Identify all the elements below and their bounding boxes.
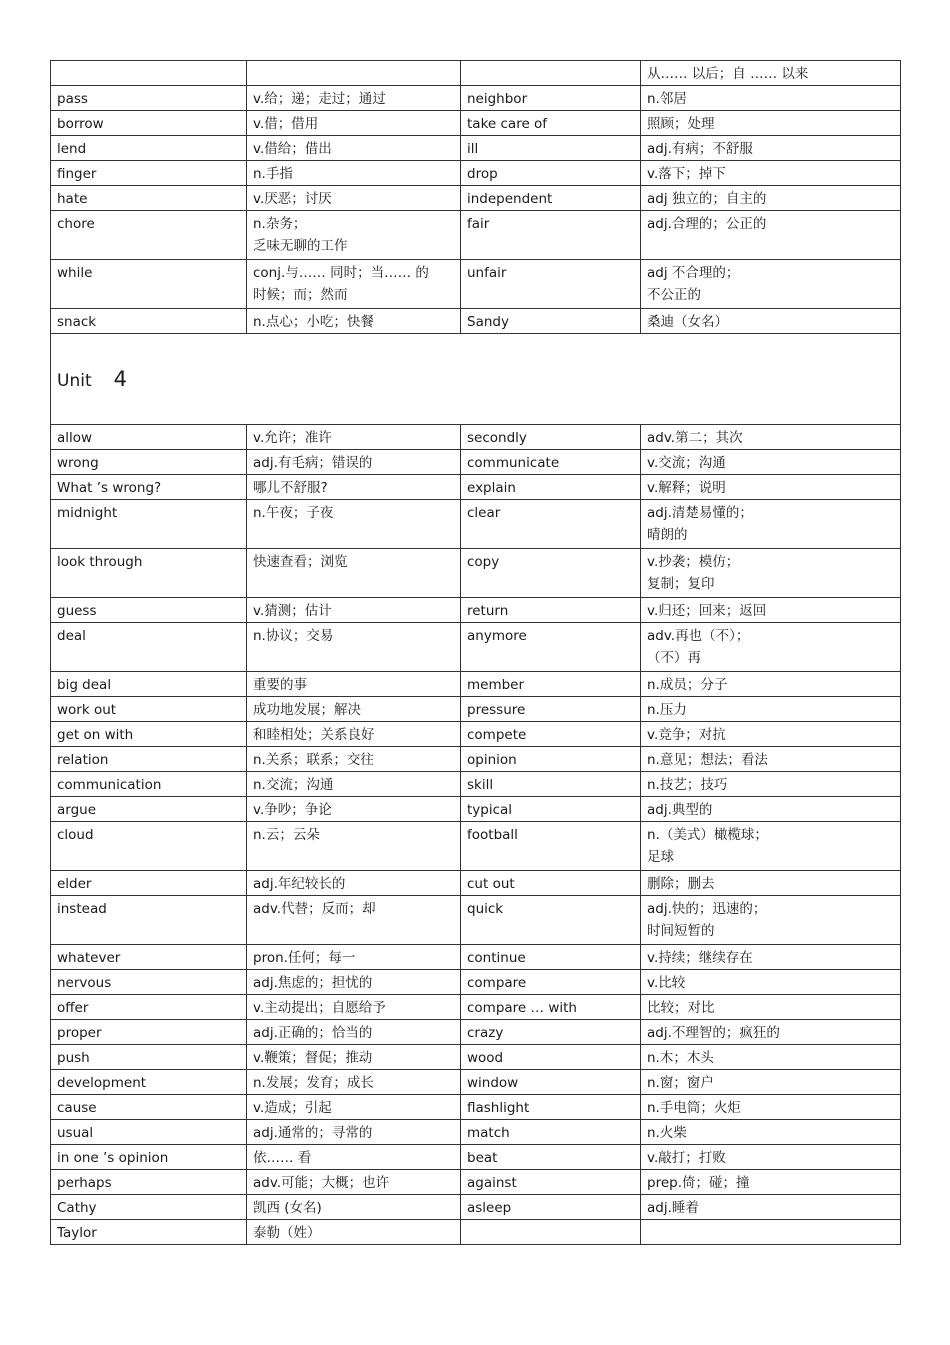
meaning-line: v.敲打；打败: [647, 1150, 726, 1166]
meaning-cell: [247, 186, 461, 211]
meaning-line: adv.第二；其次: [647, 430, 743, 446]
table-row: [51, 1220, 901, 1245]
meaning-line: v.交流；沟通: [647, 455, 726, 471]
word-cell: against: [461, 1170, 641, 1195]
meaning-line: pron.任何；每一: [253, 950, 356, 966]
word-cell: elder: [51, 871, 247, 896]
word-cell: [51, 61, 247, 86]
word-cell: compete: [461, 722, 641, 747]
meaning-line: adj 不合理的；: [647, 265, 740, 281]
word-cell: Sandy: [461, 309, 641, 334]
meaning-line: n.午夜；子夜: [253, 505, 334, 521]
meaning-line: n.火柴: [647, 1125, 687, 1141]
word-cell: deal: [51, 623, 247, 672]
table-row: [51, 186, 901, 211]
meaning-cell: [247, 86, 461, 111]
word-cell: argue: [51, 797, 247, 822]
table-row: [51, 822, 901, 871]
meaning-cell: [247, 549, 461, 598]
word-cell: secondly: [461, 425, 641, 450]
meaning-line: v.竞争；对抗: [647, 727, 726, 743]
meaning-line: 哪儿不舒服?: [253, 480, 328, 496]
meaning-line: v.借；借用: [253, 116, 319, 132]
meaning-cell: [641, 425, 901, 450]
word-cell: return: [461, 598, 641, 623]
table-row: [51, 896, 901, 945]
meaning-line: adj.焦虑的；担忧的: [253, 975, 373, 991]
table-row: [51, 1145, 901, 1170]
table-row: [51, 697, 901, 722]
meaning-cell: [641, 500, 901, 549]
word-cell: quick: [461, 896, 641, 945]
meaning-line: 快速查看；浏览: [253, 554, 348, 570]
meaning-cell: [247, 1045, 461, 1070]
meaning-line: 删除；删去: [647, 876, 715, 892]
table-row: [51, 747, 901, 772]
table-row: [51, 211, 901, 260]
word-cell: [461, 61, 641, 86]
meaning-cell: [247, 1095, 461, 1120]
meaning-cell: [247, 450, 461, 475]
meaning-line: 足球: [647, 849, 674, 865]
meaning-cell: [247, 871, 461, 896]
word-cell: perhaps: [51, 1170, 247, 1195]
word-cell: compare: [461, 970, 641, 995]
word-cell: What ’s wrong?: [51, 475, 247, 500]
word-cell: unfair: [461, 260, 641, 309]
word-cell: copy: [461, 549, 641, 598]
meaning-cell: [641, 1045, 901, 1070]
meaning-line: 依…… 看: [253, 1150, 312, 1166]
meaning-cell: [641, 1195, 901, 1220]
word-cell: communication: [51, 772, 247, 797]
meaning-line: n.杂务；: [253, 216, 307, 232]
meaning-line: adj.有毛病；错误的: [253, 455, 373, 471]
meaning-line: adj.清楚易懂的；: [647, 505, 753, 521]
table-row: [51, 945, 901, 970]
meaning-line: n.压力: [647, 702, 687, 718]
meaning-line: v.持续；继续存在: [647, 950, 753, 966]
table-row: [51, 871, 901, 896]
meaning-cell: [641, 822, 901, 871]
meaning-cell: [247, 111, 461, 136]
meaning-line: v.给；递；走过；通过: [253, 91, 386, 107]
meaning-line: v.允许；准许: [253, 430, 332, 446]
meaning-cell: [641, 1170, 901, 1195]
meaning-line: adv.可能；大概；也许: [253, 1175, 390, 1191]
meaning-line: v.解释；说明: [647, 480, 726, 496]
meaning-cell: [247, 136, 461, 161]
meaning-cell: [641, 1120, 901, 1145]
table-row: [51, 425, 901, 450]
meaning-line: v.猜测；估计: [253, 603, 332, 619]
meaning-line: n.意见；想法；看法: [647, 752, 768, 768]
word-cell: while: [51, 260, 247, 309]
meaning-line: v.造成；引起: [253, 1100, 332, 1116]
word-cell: compare … with: [461, 995, 641, 1020]
meaning-cell: [641, 211, 901, 260]
table-row: [51, 672, 901, 697]
meaning-line: adj.年纪较长的: [253, 876, 346, 892]
meaning-cell: [641, 549, 901, 598]
meaning-line: 照顾；处理: [647, 116, 715, 132]
meaning-cell: [641, 871, 901, 896]
table-row: [51, 450, 901, 475]
word-cell: skill: [461, 772, 641, 797]
meaning-cell: [641, 623, 901, 672]
table-row: [51, 111, 901, 136]
table-row: [51, 623, 901, 672]
meaning-cell: [641, 1070, 901, 1095]
table-row: [51, 1170, 901, 1195]
meaning-line: 复制；复印: [647, 576, 715, 592]
word-cell: crazy: [461, 1020, 641, 1045]
meaning-line: v.厌恶；讨厌: [253, 191, 332, 207]
meaning-line: n.协议；交易: [253, 628, 334, 644]
meaning-cell: [247, 1070, 461, 1095]
word-cell: wood: [461, 1045, 641, 1070]
meaning-line: n.（美式）橄榄球；: [647, 827, 768, 843]
meaning-line: prep.倚；碰；撞: [647, 1175, 750, 1191]
meaning-cell: [641, 161, 901, 186]
meaning-cell: [641, 970, 901, 995]
meaning-line: adj 独立的；自主的: [647, 191, 767, 207]
meaning-line: n.关系；联系；交往: [253, 752, 374, 768]
meaning-cell: [247, 1170, 461, 1195]
meaning-cell: [641, 945, 901, 970]
meaning-line: n.点心；小吃；快餐: [253, 314, 374, 330]
vocabulary-table: [50, 60, 901, 1245]
meaning-line: 泰勒（姓）: [253, 1225, 321, 1241]
table-row: [51, 598, 901, 623]
meaning-line: 不公正的: [647, 287, 701, 303]
meaning-line: v.抄袭；模仿；: [647, 554, 740, 570]
word-cell: independent: [461, 186, 641, 211]
meaning-line: adj.快的；迅速的；: [647, 901, 767, 917]
word-cell: fair: [461, 211, 641, 260]
meaning-line: n.技艺；技巧: [647, 777, 728, 793]
meaning-cell: [641, 1095, 901, 1120]
meaning-cell: [247, 1020, 461, 1045]
meaning-line: 乏味无聊的工作: [253, 238, 348, 254]
word-cell: offer: [51, 995, 247, 1020]
table-row: [51, 61, 901, 86]
table-row: [51, 1195, 901, 1220]
word-cell: typical: [461, 797, 641, 822]
meaning-cell: [247, 598, 461, 623]
meaning-cell: [641, 475, 901, 500]
table-row: [51, 1070, 901, 1095]
word-cell: member: [461, 672, 641, 697]
word-cell: flashlight: [461, 1095, 641, 1120]
meaning-line: n.木；木头: [647, 1050, 714, 1066]
meaning-cell: [641, 1145, 901, 1170]
meaning-line: adj.正确的；恰当的: [253, 1025, 373, 1041]
table-row: [51, 797, 901, 822]
table-row: [51, 772, 901, 797]
meaning-line: v.鞭策；督促；推动: [253, 1050, 373, 1066]
meaning-cell: [247, 1145, 461, 1170]
table-row: [51, 161, 901, 186]
meaning-line: adj.有病；不舒服: [647, 141, 753, 157]
meaning-cell: [247, 500, 461, 549]
meaning-cell: [641, 722, 901, 747]
meaning-line: 桑迪（女名）: [647, 314, 728, 330]
word-cell: development: [51, 1070, 247, 1095]
word-cell: allow: [51, 425, 247, 450]
meaning-cell: [641, 61, 901, 86]
word-cell: Taylor: [51, 1220, 247, 1245]
word-cell: snack: [51, 309, 247, 334]
meaning-line: adj.合理的；公正的: [647, 216, 767, 232]
unit-number: 4: [113, 366, 127, 391]
meaning-cell: [641, 995, 901, 1020]
word-cell: cause: [51, 1095, 247, 1120]
table-row: [51, 722, 901, 747]
meaning-line: v.归还；回来；返回: [647, 603, 767, 619]
word-cell: continue: [461, 945, 641, 970]
meaning-line: 重要的事: [253, 677, 307, 693]
word-cell: clear: [461, 500, 641, 549]
meaning-line: v.落下；掉下: [647, 166, 726, 182]
word-cell: cloud: [51, 822, 247, 871]
meaning-line: 从…… 以后；自 …… 以来: [647, 66, 809, 82]
table-row: [51, 1045, 901, 1070]
word-cell: in one ’s opinion: [51, 1145, 247, 1170]
meaning-cell: [641, 86, 901, 111]
meaning-cell: [247, 822, 461, 871]
word-cell: beat: [461, 1145, 641, 1170]
table-row: [51, 475, 901, 500]
word-cell: look through: [51, 549, 247, 598]
word-cell: big deal: [51, 672, 247, 697]
table-row: [51, 260, 901, 309]
word-cell: pass: [51, 86, 247, 111]
meaning-line: v.主动提出；自愿给予: [253, 1000, 386, 1016]
meaning-cell: [247, 1195, 461, 1220]
meaning-line: n.云；云朵: [253, 827, 320, 843]
meaning-cell: [641, 309, 901, 334]
meaning-line: （不）再: [647, 650, 701, 666]
meaning-cell: [641, 747, 901, 772]
meaning-cell: [641, 896, 901, 945]
meaning-line: 时候；而；然而: [253, 287, 348, 303]
meaning-cell: [247, 623, 461, 672]
meaning-line: n.窗；窗户: [647, 1075, 714, 1091]
meaning-line: v.比较: [647, 975, 686, 991]
word-cell: finger: [51, 161, 247, 186]
meaning-cell: [247, 970, 461, 995]
word-cell: cut out: [461, 871, 641, 896]
table-section-unit-4: [51, 425, 901, 1245]
meaning-line: adj.典型的: [647, 802, 713, 818]
word-cell: chore: [51, 211, 247, 260]
meaning-cell: [247, 1220, 461, 1245]
meaning-cell: [247, 772, 461, 797]
meaning-line: n.成员；分子: [647, 677, 728, 693]
unit-heading-section: [51, 334, 901, 425]
meaning-cell: [247, 896, 461, 945]
meaning-line: n.手指: [253, 166, 293, 182]
word-cell: [461, 1220, 641, 1245]
word-cell: communicate: [461, 450, 641, 475]
meaning-line: 和睦相处；关系良好: [253, 727, 375, 743]
meaning-cell: [247, 211, 461, 260]
meaning-cell: [247, 61, 461, 86]
word-cell: push: [51, 1045, 247, 1070]
word-cell: borrow: [51, 111, 247, 136]
meaning-cell: [641, 797, 901, 822]
unit-label: Unit: [57, 370, 92, 391]
meaning-cell: [247, 161, 461, 186]
word-cell: Cathy: [51, 1195, 247, 1220]
meaning-cell: [247, 697, 461, 722]
table-row: [51, 1020, 901, 1045]
meaning-line: adj.睡着: [647, 1200, 699, 1216]
word-cell: get on with: [51, 722, 247, 747]
word-cell: whatever: [51, 945, 247, 970]
table-row: [51, 1095, 901, 1120]
meaning-cell: [641, 186, 901, 211]
unit-heading-cell: [51, 334, 901, 425]
word-cell: asleep: [461, 1195, 641, 1220]
meaning-cell: [641, 598, 901, 623]
word-cell: drop: [461, 161, 641, 186]
word-cell: guess: [51, 598, 247, 623]
meaning-cell: [641, 260, 901, 309]
word-cell: window: [461, 1070, 641, 1095]
meaning-cell: [247, 309, 461, 334]
meaning-cell: [247, 747, 461, 772]
word-cell: work out: [51, 697, 247, 722]
meaning-cell: [247, 260, 461, 309]
meaning-line: 成功地发展；解决: [253, 702, 361, 718]
word-cell: explain: [461, 475, 641, 500]
meaning-line: 凯西 (女名): [253, 1200, 322, 1216]
meaning-cell: [247, 1120, 461, 1145]
meaning-cell: [247, 475, 461, 500]
meaning-line: n.手电筒；火炬: [647, 1100, 741, 1116]
word-cell: wrong: [51, 450, 247, 475]
meaning-cell: [641, 136, 901, 161]
word-cell: lend: [51, 136, 247, 161]
word-cell: nervous: [51, 970, 247, 995]
word-cell: opinion: [461, 747, 641, 772]
meaning-line: 比较；对比: [647, 1000, 715, 1016]
meaning-cell: [247, 995, 461, 1020]
meaning-line: adj.通常的；寻常的: [253, 1125, 373, 1141]
meaning-line: v.争吵；争论: [253, 802, 332, 818]
meaning-line: adj.不理智的；疯狂的: [647, 1025, 780, 1041]
word-cell: pressure: [461, 697, 641, 722]
word-cell: usual: [51, 1120, 247, 1145]
meaning-line: 时间短暂的: [647, 923, 715, 939]
meaning-line: adv.代替；反而；却: [253, 901, 376, 917]
table-row: [51, 995, 901, 1020]
meaning-cell: [247, 672, 461, 697]
unit-heading-row: [51, 334, 901, 425]
meaning-cell: [641, 1220, 901, 1245]
meaning-line: v.借给；借出: [253, 141, 332, 157]
word-cell: football: [461, 822, 641, 871]
word-cell: hate: [51, 186, 247, 211]
meaning-cell: [641, 1020, 901, 1045]
word-cell: ill: [461, 136, 641, 161]
table-row: [51, 1120, 901, 1145]
meaning-cell: [247, 797, 461, 822]
table-section-before-unit: [51, 61, 901, 334]
table-row: [51, 500, 901, 549]
meaning-cell: [641, 672, 901, 697]
word-cell: neighbor: [461, 86, 641, 111]
meaning-cell: [247, 945, 461, 970]
meaning-cell: [247, 722, 461, 747]
meaning-cell: [247, 425, 461, 450]
meaning-line: n.邻居: [647, 91, 687, 107]
table-row: [51, 86, 901, 111]
meaning-cell: [641, 772, 901, 797]
meaning-line: 晴朗的: [647, 527, 688, 543]
meaning-line: conj.与…… 同时；当…… 的: [253, 265, 429, 281]
word-cell: take care of: [461, 111, 641, 136]
meaning-cell: [641, 111, 901, 136]
word-cell: match: [461, 1120, 641, 1145]
word-cell: relation: [51, 747, 247, 772]
table-row: [51, 970, 901, 995]
table-row: [51, 549, 901, 598]
meaning-cell: [641, 450, 901, 475]
meaning-line: n.交流；沟通: [253, 777, 334, 793]
meaning-cell: [641, 697, 901, 722]
word-cell: anymore: [461, 623, 641, 672]
word-cell: midnight: [51, 500, 247, 549]
word-cell: instead: [51, 896, 247, 945]
table-row: [51, 136, 901, 161]
table-row: [51, 309, 901, 334]
meaning-line: n.发展；发育；成长: [253, 1075, 374, 1091]
meaning-line: adv.再也（不）；: [647, 628, 750, 644]
word-cell: proper: [51, 1020, 247, 1045]
